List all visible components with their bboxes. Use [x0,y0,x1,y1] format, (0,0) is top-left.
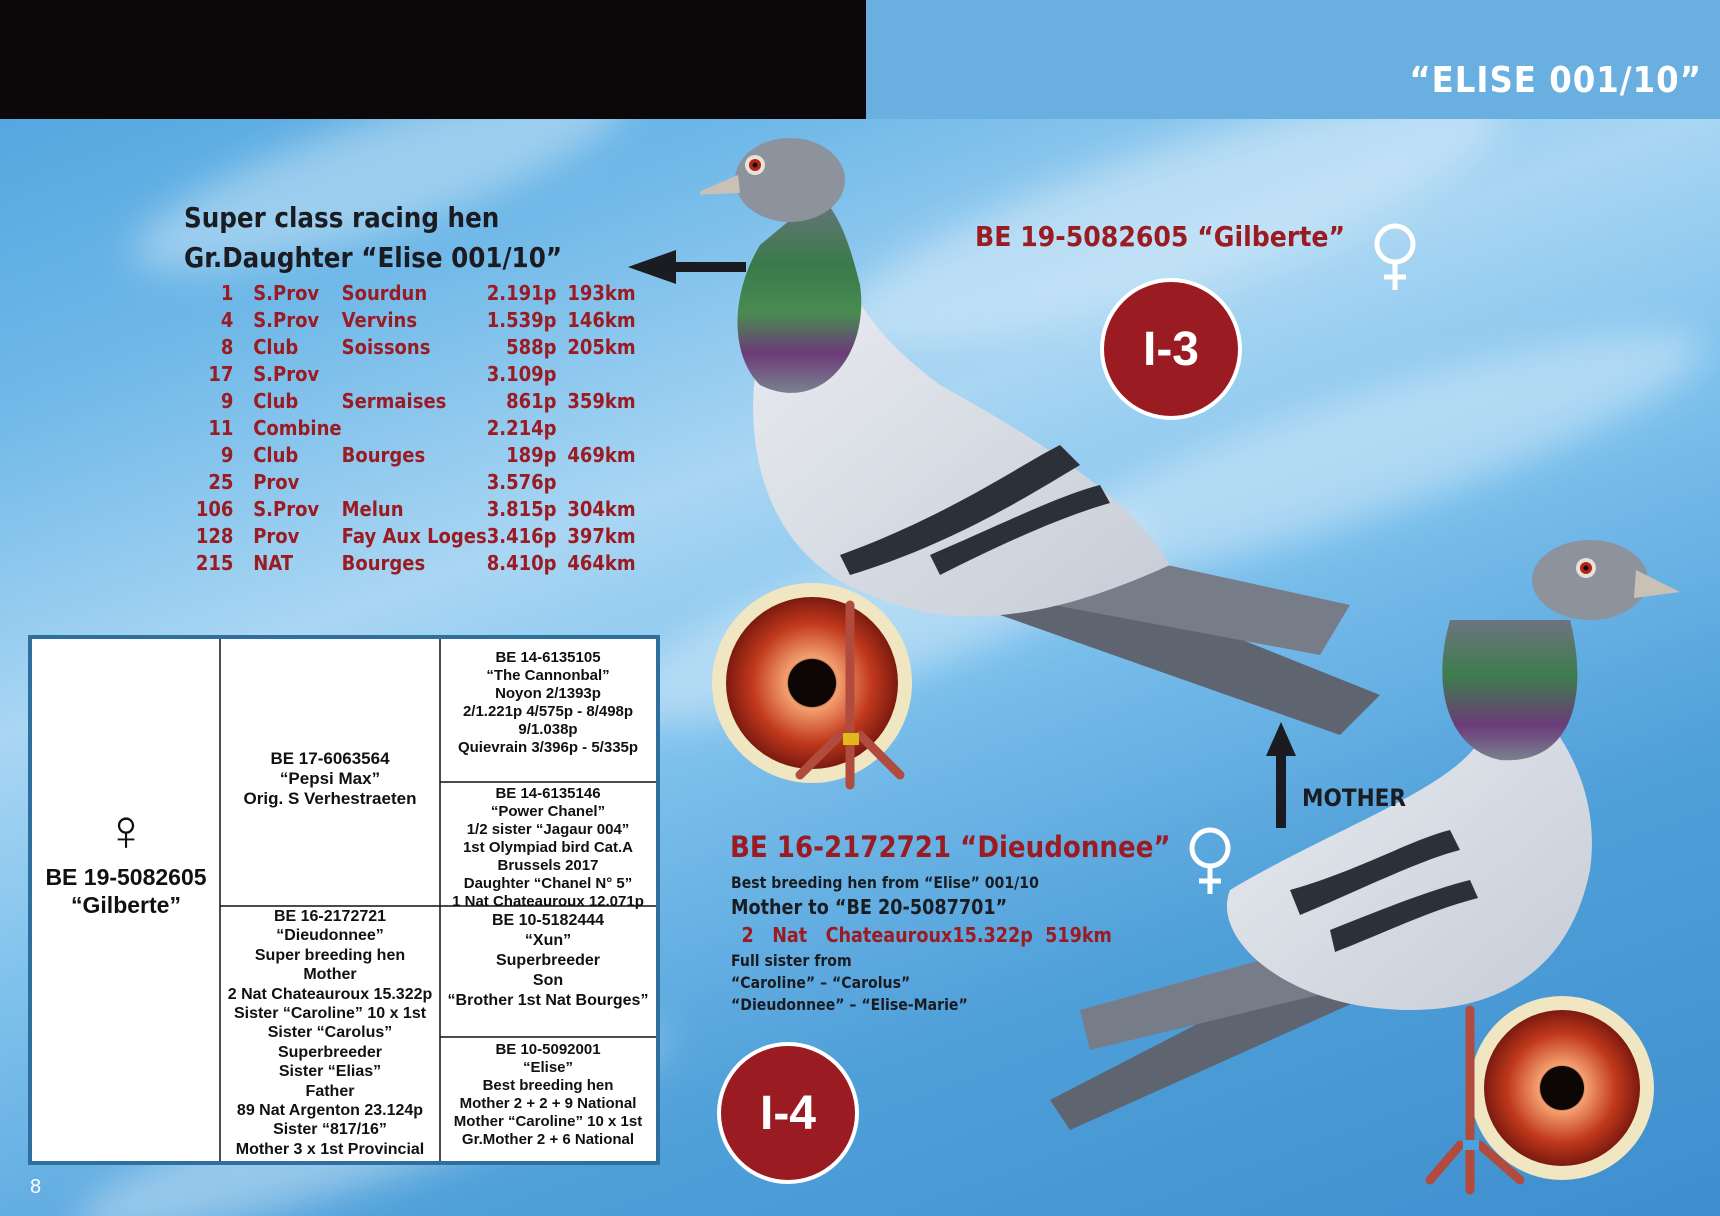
result-loc [342,469,487,496]
dieudonnee-title: BE 16-2172721 “Dieudonnee” [730,830,1171,864]
female-symbol-icon [1185,826,1235,896]
gilberte-title: BE 19-5082605 “Gilberte” [975,220,1346,253]
pedigree-line: Quievrain 3/396p - 5/335p [457,739,639,756]
pedigree-line: Sister “Caroline” 10 x 1st [233,1005,427,1023]
pedigree-sire-sire [440,649,656,757]
dieudonnee-line5: “Dieudonnee” – “Elise-Marie” [731,995,968,1014]
result-rank: 9 [220,443,234,467]
result-cat: Combine [253,416,342,440]
pedigree-subject-name: “Gilberte” [71,892,181,918]
pedigree-line: “Power Chanel” [490,803,606,820]
result-pts: 861p [506,389,557,413]
result-pts: 8.410p [486,551,557,575]
badge-i3: I-3 [1100,278,1242,420]
pedigree-sire [220,749,440,809]
race-result-row [192,388,636,415]
pedigree-dam-dam [440,1041,656,1149]
pedigree-line: 2 Nat Chateauroux 15.322p [227,985,433,1003]
race-result-row [192,496,636,523]
result-rank: 1 [220,281,234,305]
pedigree-line: “Dieudonnee” [276,927,384,945]
pedigree-line: 9/1.038p [518,721,578,738]
result-km: 304km [567,497,636,521]
result-pts: 1.539p [486,308,557,332]
pedigree-line: Father [305,1082,355,1100]
pedigree-line: Son [532,972,564,989]
result-km: 146km [567,308,636,332]
pedigree-line: “Pepsi Max” [279,769,381,788]
result-pts: 189p [506,443,557,467]
result-rank: 8 [220,335,234,359]
pigeon-dieudonnee-photo [1030,540,1720,1200]
pedigree-line: BE 16-2172721 [273,908,387,925]
pedigree-subject [32,799,220,919]
dieudonnee-line4: “Caroline” – “Carolus” [731,973,911,992]
pedigree-line: Best breeding hen [482,1077,614,1094]
result-rank: 25 [208,470,234,494]
race-result-row [192,442,636,469]
dieudonnee-line2: Mother to “BE 20-5087701” [731,895,1008,919]
result-loc: Bourges [341,443,426,467]
pedigree-line: Sister “Elias” [278,1063,382,1081]
result-loc [342,361,487,388]
result-pts: 588p [506,335,557,359]
result-cat: S.Prov [253,362,320,386]
result-cat: Club [253,443,299,467]
result-cat: Prov [253,470,300,494]
result-km [567,361,635,388]
race-result-row [192,280,636,307]
dieudonnee-info [731,872,1112,1016]
pedigree-dam [220,907,440,1159]
pedigree-line: Orig. S Verhestraeten [243,789,417,808]
pedigree-line: Gr.Mother 2 + 6 National [461,1131,635,1148]
dieudonnee-line3: Full sister from [731,951,852,970]
race-result-row [192,415,636,442]
dieudonnee-result: 2 Nat Chateauroux15.322p 519km [741,923,1112,947]
race-result-row [192,550,636,577]
pedigree-line: BE 14-6135146 [495,785,601,802]
pedigree-line: Superbreeder [277,1043,383,1061]
result-km: 464km [567,551,636,575]
pedigree-dam-sire [440,911,656,1011]
result-cat: S.Prov [253,281,320,305]
pedigree-line: BE 17-6063564 [270,749,390,768]
header-bar [0,0,866,119]
pedigree-line: BE 10-5092001 [495,1041,601,1058]
pedigree-line: “Brother 1st Nat Bourges” [447,992,649,1009]
pedigree-sire-dam [440,785,656,911]
pedigree-line: BE 14-6135105 [495,649,601,666]
pedigree-line: 1/2 sister “Jagaur 004” [466,821,630,838]
pedigree-line: Superbreeder [495,952,601,969]
result-rank: 17 [208,362,234,386]
pedigree-line: “The Cannonbal” [486,667,610,684]
arrow-left-icon [628,248,746,286]
female-symbol-icon: ♀ [104,798,148,863]
hen-heading [184,198,562,278]
pedigree-line: Sister “Carolus” [267,1024,393,1042]
mother-label: MOTHER [1302,784,1407,812]
result-rank: 4 [220,308,234,332]
hen-heading-line2: Gr.Daughter “Elise 001/10” [184,241,563,274]
race-result-row [192,307,636,334]
pedigree-line: Mother 2 + 2 + 9 National [459,1095,637,1112]
race-result-row [192,523,636,550]
result-rank: 215 [195,551,234,575]
pedigree-line: Noyon 2/1393p [495,685,601,702]
result-km: 359km [567,389,636,413]
result-cat: Prov [253,524,300,548]
race-results-table [192,280,636,577]
result-loc: Vervins [341,308,418,332]
pedigree-line: “Elise” [522,1059,574,1076]
pedigree-line: BE 10-5182444 [491,912,605,929]
pedigree-line: 2/1.221p 4/575p - 8/498p [462,703,634,720]
page-number: 8 [30,1176,42,1198]
page-title: “ELISE 001/10” [1409,60,1702,101]
pedigree-line: 89 Nat Argenton 23.124p [236,1102,424,1120]
result-rank: 106 [195,497,234,521]
result-cat: S.Prov [253,497,320,521]
badge-i4: I-4 [717,1042,859,1184]
result-loc: Sourdun [341,281,428,305]
pedigree-line: Mother “Caroline” 10 x 1st [453,1113,643,1130]
pedigree-line: Super breeding hen [254,946,406,964]
pedigree-chart [28,635,660,1165]
result-cat: Club [253,335,299,359]
arrow-up-icon [1266,722,1296,828]
result-cat: Club [253,389,299,413]
result-loc: Melun [341,497,404,521]
result-rank: 11 [208,416,234,440]
race-result-row [192,469,636,496]
result-loc: Soissons [341,335,431,359]
result-pts: 3.109p [486,362,557,386]
race-result-row [192,334,636,361]
result-loc: Fay Aux Loges [341,524,487,548]
result-loc: Bourges [341,551,426,575]
result-pts: 2.191p [486,281,557,305]
result-rank: 128 [195,524,234,548]
result-pts: 2.214p [486,416,557,440]
result-km [567,469,635,496]
result-km: 397km [567,524,636,548]
pedigree-line: “Xun” [524,932,572,949]
pedigree-line: 1 Nat Chateauroux 12.071p [452,893,644,910]
dieudonnee-line1: Best breeding hen from “Elise” 001/10 [731,873,1039,892]
result-km [567,415,635,442]
pedigree-line: Mother [303,966,357,984]
pedigree-line: Mother 3 x 1st Provincial [235,1140,425,1158]
result-pts: 3.416p [486,524,557,548]
female-symbol-icon [1370,222,1420,292]
result-pts: 3.815p [486,497,557,521]
result-km: 205km [567,335,636,359]
pedigree-line: Brussels 2017 [497,857,599,874]
result-cat: NAT [253,551,294,575]
result-cat: S.Prov [253,308,320,332]
pedigree-line: 1st Olympiad bird Cat.A [462,839,634,856]
pedigree-line: Daughter “Chanel N° 5” [463,875,633,892]
result-loc [342,415,487,442]
result-km: 193km [567,281,636,305]
pedigree-line: Sister “817/16” [273,1121,387,1139]
pedigree-subject-ring: BE 19-5082605 [45,864,207,890]
result-loc: Sermaises [341,389,447,413]
result-km: 469km [567,443,636,467]
result-rank: 9 [220,389,234,413]
hen-heading-line1: Super class racing hen [184,201,500,234]
result-pts: 3.576p [486,470,557,494]
race-result-row [192,361,636,388]
